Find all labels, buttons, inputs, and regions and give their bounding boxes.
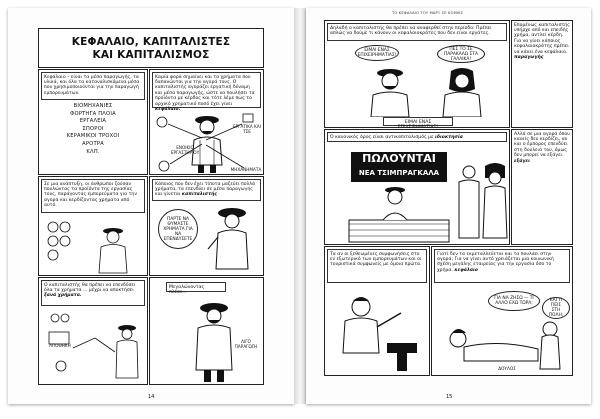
goods-item: ΚΕΡΑΜΙΚΟΙ ΤΡΟΧΟΙ	[66, 133, 120, 140]
panel-becomes-capitalist	[149, 176, 264, 276]
label-wages: ΕΡΓΑΤΙΚΑ ΚΑΙ ΤΣΕ	[233, 124, 261, 134]
caption-entrepreneur: Δηλαδή ο καπιταλιστής θα πρέπει να αναφερθεί στην περίοδο: Πρέπει απλώς να δούμε τι κάνουν οι κεφαλαιοκράτες που δεν είναι εργάτες.	[327, 23, 507, 41]
speech-bubble-french: ΠΕΣ ΤΟ ΣΕ ΠΑΡΑΚΑΛΩ ΣΤΑ ΓΑΛΛΙΚΑ!	[437, 45, 485, 63]
capitalist-figure	[204, 203, 260, 275]
shop-sign-line1: ΠΩΛΟΥΝΤΑΙ	[362, 152, 436, 165]
panel-entrepreneur	[324, 20, 510, 128]
caption-text: Επομένως καπιταλιστής υπήρχε από και επειδής χρήμα, αντλεί κέρδη. Για να γίνει κάποιος κεφαλαιοκράτης πρέπει να κάνει ένα κεφάλαιο.	[514, 22, 570, 55]
caption-text: Κάποιος που δεν έχει τίποτα μαζεύει πολλά χρήματα, τα επενδύει σε μέσα παραγωγής και γίνεται	[155, 181, 256, 198]
running-head: ΤΟ ΚΕΦΑΛΑΙΟ ΤΟΥ ΜΑΡΞ ΣΕ ΚΟΜΙΚΣ	[392, 11, 464, 15]
worker-at-anvil	[331, 291, 427, 375]
panel-growth	[149, 277, 264, 385]
caption-text: Γιατί δεν τα εκμεταλλεύεται και τα πουλάει στην αγορά; Για να γίνει αυτό χρειάζεται μια κοινωνική σχέση μεγάλης εταιρείας για την εργασία όσο το χρήμα.	[437, 251, 554, 273]
page-title-line1: ΚΕΦΑΛΑΙΟ, ΚΑΠΙΤΑΛΙΣΤΕΣ	[71, 36, 231, 48]
shop-sign	[351, 152, 447, 182]
speech-bubble-small: ΚΑΙ ΤΙ ΠΕΙΣ ΣΤΗ ΠΟΛΗ;	[542, 297, 570, 319]
caption-text: Ο καπιταλιστής θα πρέπει να επενδύσει όλα τα χρήματα ... μέχρι να αποκτήσει	[44, 282, 136, 293]
left-page	[8, 8, 294, 404]
caption-reinvest	[41, 280, 145, 306]
panel-side-right	[511, 129, 573, 245]
goods-item: ΚΛΠ.	[86, 148, 100, 155]
label-production: ΛΙΓΟ ΠΑΡΑΓΩΓΗ	[234, 339, 258, 349]
caption-becomes-capitalist	[152, 179, 261, 201]
page-number-right: 15	[446, 394, 453, 400]
book-spine	[294, 8, 306, 404]
caption-term: κεφάλαιο	[454, 267, 478, 273]
speech-bubble-worker: ΓΙΑ ΝΑ ΖΗΣΩ — ΤΙ ΑΛΛΟ ΕΧΩ ΤΩΡΑ;	[488, 291, 540, 311]
coins-illustration	[43, 217, 143, 275]
caption-capitalist-investment	[152, 72, 261, 112]
panel-slave-labour	[431, 246, 573, 376]
caption-term: κεφάλαιο.	[155, 106, 181, 112]
caption-capital-definition: Κεφάλαιο – είναι τα μέσα παραγωγής, τα υλικά, και όλα τα καταναλισκόμενα μέσα που χρησιμοποιούνται για την παραγωγή εμπορευμάτων.	[41, 72, 145, 100]
shop-stall	[345, 184, 455, 244]
caption-commodity-sellers: Σε μια ανάπτυξη, οι άνθρωποι ζούσαν πουλώντας τα προϊόντα της εργασίας τους, παράγοντας εμπορεύματα για την αγορά και κερδίζοντας χρήματα από αυτό.	[41, 179, 145, 213]
label-labour: ΕΝΟΙΚΙΟ ΕΡΓΑΣΤΗΡΙΟΥ	[170, 145, 200, 155]
arrows-diagram	[150, 110, 264, 174]
caption-slave-labour	[434, 249, 570, 283]
caption-workers: Τα αν οι ξεθεωμένες συμφωνήσεις στο εν εξωτερικό των εμπορευμάτων και οι τουριστικά συμφωνείς με όμοια πρώτα.	[327, 249, 427, 283]
speech-bubble-entrepreneur: ΕΙΜΑΙ ΕΝΑΣ ΕΠΙΧΕΙΡΗΜΑΤΙΑΣ!	[355, 45, 399, 61]
caption-text: Αλλά σε μια αγορά όπου κανείς δεν κερδίζει, αν και ο έμπορος επενδύει στη δουλειά του, όμως δεν μπορεί να εξάγει.	[514, 131, 570, 159]
caption-side-right	[512, 130, 572, 244]
panel-side-text	[511, 20, 573, 128]
right-page	[306, 8, 591, 404]
panel-reinvest	[38, 277, 148, 385]
goods-item: ΕΡΓΑΛΕΙΑ	[79, 118, 107, 125]
label-slave: ΔΟΥΛΟΣ	[498, 366, 516, 371]
goods-list	[43, 103, 143, 156]
panel-shop-sign	[324, 129, 510, 245]
title-panel	[38, 28, 264, 68]
caption-text: Καμία φορά σημαίνει και τα χρήματα που δαπανώνται για την αγορά τους. Ο καπιταλιστής αγοράζει εργατική δύναμη και μέσα παραγωγής, ώστε να πουλήσει τα προϊόντα με κέρδος και τότε λέμε πως το αρχικό χρηματικό ποσό έχει γίνει	[155, 74, 255, 107]
panel-commodity-sellers	[38, 176, 148, 276]
caption-term: ξανά χρήματα.	[44, 293, 82, 299]
page-number-left: 14	[148, 394, 155, 400]
goods-item: ΦΟΡΤΗΓΑ ΠΛΟΙΑ	[70, 110, 116, 117]
panel-workers	[324, 246, 430, 376]
caption-term: ιδιοκτησία	[435, 134, 463, 140]
caption-term: παραγωγής	[514, 54, 544, 60]
goods-item: ΣΠΟΡΟΙ	[82, 125, 104, 132]
label-storehouse: ΑΠΟΘΗΚΗ	[49, 343, 71, 348]
caption-term: καπιταλιστής	[181, 192, 218, 198]
two-customers	[455, 158, 509, 244]
caption-ownership	[327, 132, 507, 142]
panel-capitalist-investment	[149, 69, 264, 175]
caption-growth: Μεγαλώνοντας πλέον...	[166, 282, 226, 292]
speech-bubble-sign: ΠΑΡΤΕ ΝΑ ΘΥΜΑΣΤΕ ΧΡΗΜΑΤΑ ΓΙΑ ΝΑ ΕΠΕΝΔΥΣΕΤΕ	[158, 209, 198, 249]
panel-capital-definition	[38, 69, 148, 175]
page-title-line2: ΚΑΙ ΚΑΠΙΤΑΛΙΣΜΟΣ	[92, 49, 210, 61]
caption-side-text	[512, 21, 572, 127]
label-machines: ΜΗΧΑΝΗΜΑΤΑ	[230, 167, 262, 172]
caption-entrepreneur-bottom: ΕΙΜΑΙ ΕΝΑΣ ΕΠΙΧΕΙΡΗΜΑΤΙΑΣ!	[383, 117, 453, 126]
caption-term: εξάγει	[514, 158, 530, 164]
goods-item: ΒΙΟΜΗΧΑΝΙΕΣ	[73, 103, 113, 109]
caption-text: Ο κανονικός όρος είναι αντικαπιταλισμός με	[330, 134, 434, 140]
nobleman-figure	[437, 67, 487, 117]
goods-item: ΑΡΟΤΡΑ	[82, 140, 104, 147]
entrepreneur-figure	[365, 65, 415, 117]
shop-sign-line2: ΝΕΑ ΤΣΙΜΠΡΑΓΚΑΛΑ	[358, 169, 440, 177]
